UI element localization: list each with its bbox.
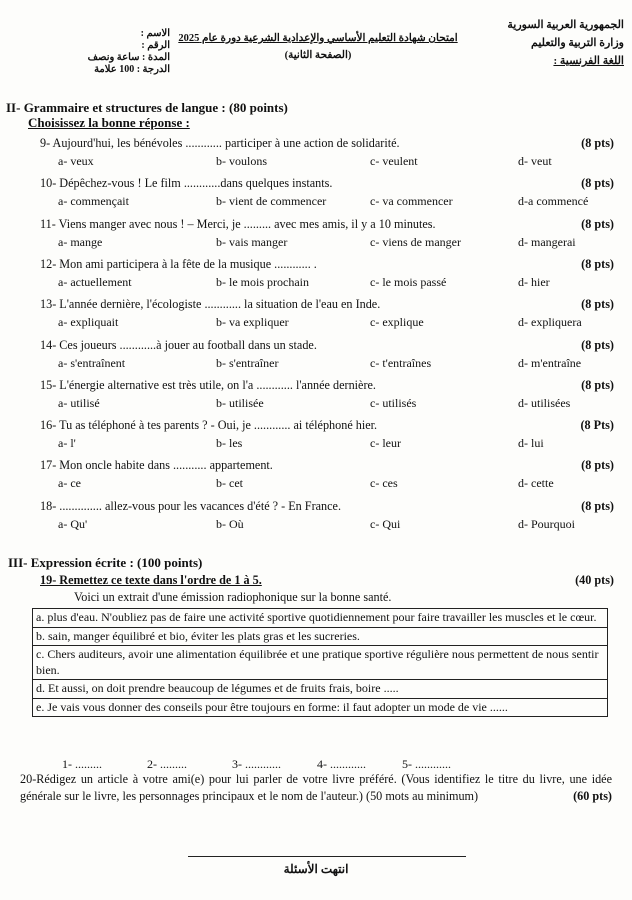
header-exam — [168, 30, 468, 64]
question-text: 15- L'énergie alternative est très utile, on l'a ............ l'année dernière. — [40, 377, 376, 392]
question-13 — [40, 296, 614, 312]
options-row — [58, 475, 626, 491]
option-b[interactable]: b- Où — [216, 516, 244, 531]
question-points: (8 pts) — [581, 216, 614, 231]
q19-answer-slots — [62, 757, 484, 772]
option-c[interactable]: c- veulent — [370, 154, 418, 168]
question-points: (8 pts) — [581, 176, 614, 191]
option-c[interactable]: c- explique — [370, 315, 424, 330]
option-d[interactable]: d- Pourquoi — [518, 516, 575, 531]
option-d[interactable]: d- cette — [518, 476, 554, 491]
q19-item-b: b. sain, manger équilibré et bio, éviter les plats gras et les sucreries. — [33, 628, 607, 647]
question-18 — [40, 498, 614, 514]
q19-item-c: c. Chers auditeurs, avoir une alimentation équilibrée et une pratique sportive régulière nous permettent de nous sentir bien. — [33, 646, 607, 680]
option-d[interactable]: d-a commencé — [518, 194, 589, 209]
question-points: (8 pts) — [581, 297, 614, 312]
option-a[interactable]: a- Qu' — [58, 516, 88, 531]
options-row — [58, 153, 626, 169]
option-b[interactable]: b- cet — [216, 476, 243, 491]
answer-slot-4[interactable]: 4- ............ — [317, 757, 366, 771]
options-row — [58, 234, 626, 250]
option-c[interactable]: c- ces — [370, 476, 398, 491]
option-b[interactable]: b- va expliquer — [216, 315, 289, 330]
question-points: (8 Pts) — [580, 418, 614, 433]
option-b[interactable]: b- s'entraîner — [216, 355, 279, 370]
question-14 — [40, 337, 614, 353]
answer-slot-1[interactable]: 1- ......... — [62, 757, 102, 771]
options-row — [58, 395, 626, 411]
q19-item-d: d. Et aussi, on doit prendre beaucoup de légumes et de fruits frais, boire ..... — [33, 680, 607, 699]
option-a[interactable]: a- s'entraînent — [58, 355, 126, 370]
question-text: 12- Mon ami participera à la fête de la musique ............ . — [40, 256, 317, 271]
option-b[interactable]: b- le mois prochain — [216, 274, 309, 289]
q20-block — [20, 771, 612, 805]
q19-title: 19- Remettez ce texte dans l'ordre de 1 à 5. — [40, 573, 262, 587]
question-15 — [40, 377, 614, 393]
section3-title: III- Expression écrite : (100 points) — [8, 555, 203, 570]
option-a[interactable]: a- commençait — [58, 194, 129, 209]
question-text: 13- L'année dernière, l'écologiste ............ la situation de l'eau en Inde. — [40, 297, 381, 312]
option-d[interactable]: d- m'entraîne — [518, 355, 582, 370]
question-11 — [40, 216, 614, 232]
option-d[interactable]: d- veut — [518, 154, 552, 168]
answer-slot-5[interactable]: 5- ............ — [402, 757, 451, 771]
question-points: (8 pts) — [581, 498, 614, 513]
header-country: الجمهورية العربية السورية — [507, 19, 624, 31]
name-label: الاسم : — [140, 28, 170, 39]
question-9 — [40, 135, 614, 151]
options-row — [58, 314, 626, 330]
question-text: 9- Aujourd'hui, les bénévoles ............ participer à une action de solidarité. — [40, 136, 400, 150]
option-a[interactable]: a- l' — [58, 436, 76, 451]
option-c[interactable]: c- va commencer — [370, 194, 453, 209]
header-subject: اللغة الفرنسية : — [553, 55, 624, 67]
option-c[interactable]: c- le mois passé — [370, 274, 447, 289]
option-d[interactable]: d- hier — [518, 274, 550, 289]
q20-text: 20-Rédigez un article à votre ami(e) pour lui parler de votre livre préféré. (Vous identifiez le titre du livre, une idée générale sur le livre, les personnages principaux et le nom de l'auteur.) (50 mots au minimum) — [20, 772, 612, 803]
question-text: 18- .............. allez-vous pour les vacances d'été ? - En France. — [40, 498, 342, 513]
header-ministry-name: وزارة التربية والتعليم — [531, 37, 624, 49]
header-ministry — [474, 16, 624, 70]
options-row — [58, 193, 626, 209]
option-b[interactable]: b- voulons — [216, 154, 267, 168]
exam-title: امتحان شهادة التعليم الأساسي والإعدادية الشرعية دورة عام 2025 — [178, 33, 458, 44]
option-b[interactable]: b- vient de commencer — [216, 194, 327, 209]
number-label: الرقم : — [141, 40, 170, 51]
q19-heading — [40, 572, 614, 588]
question-points: (8 pts) — [581, 377, 614, 392]
option-b[interactable]: b- vais manger — [216, 234, 288, 249]
question-points: (8 pts) — [581, 458, 614, 473]
option-a[interactable]: a- actuellement — [58, 274, 132, 289]
question-10 — [40, 175, 614, 191]
question-points: (8 pts) — [581, 136, 614, 150]
question-12 — [40, 256, 614, 272]
option-c[interactable]: c- t'entraînes — [370, 355, 432, 370]
option-d[interactable]: d- expliquera — [518, 315, 582, 330]
q19-text-box — [32, 608, 608, 717]
answer-slot-3[interactable]: 3- ............ — [232, 757, 281, 771]
options-row — [58, 274, 626, 290]
q19-item-e: e. Je vais vous donner des conseils pour être toujours en forme: il faut adopter un mode de vie ...... — [36, 699, 508, 714]
option-d[interactable]: d- lui — [518, 436, 544, 451]
question-text: 16- Tu as téléphoné à tes parents ? - Oui, je ............ ai téléphoné hier. — [40, 418, 378, 433]
option-d[interactable]: d- mangerai — [518, 234, 576, 249]
option-c[interactable]: c- Qui — [370, 516, 401, 531]
options-row — [58, 355, 626, 371]
question-points: (8 pts) — [581, 337, 614, 352]
question-text: 14- Ces joueurs ............à jouer au football dans un stade. — [40, 337, 317, 352]
q20-points: (60 pts) — [573, 789, 612, 803]
option-a[interactable]: a- expliquait — [58, 315, 119, 330]
section2-instruction: Choisissez la bonne réponse : — [28, 115, 190, 130]
option-a[interactable]: a- mange — [58, 234, 103, 249]
option-d[interactable]: d- utilisées — [518, 395, 571, 410]
q19-item-a: a. plus d'eau. N'oubliez pas de faire une activité sportive quotidiennement pour faire travailler les muscles et le cœur. — [33, 609, 607, 628]
question-points: (8 pts) — [581, 256, 614, 271]
q19-intro: Voici un extrait d'une émission radiophonique sur la bonne santé. — [74, 590, 392, 604]
options-row — [58, 435, 626, 451]
question-text: 10- Dépêchez-vous ! Le film ............dans quelques instants. — [40, 176, 333, 191]
options-row — [58, 516, 626, 532]
header-student-info — [60, 28, 170, 76]
answer-slot-2[interactable]: 2- ......... — [147, 757, 187, 771]
section2-title: II- Grammaire et structures de langue : (80 points) — [6, 100, 288, 115]
page-indicator: (الصفحة الثانية) — [284, 50, 352, 61]
option-c[interactable]: c- leur — [370, 436, 401, 451]
option-a[interactable]: a- ce — [58, 476, 81, 491]
option-a[interactable]: a- veux — [58, 154, 94, 168]
option-b[interactable]: b- utilisée — [216, 395, 264, 410]
option-a[interactable]: a- utilisé — [58, 395, 100, 410]
duration-label: المدة : ساعة ونصف — [87, 52, 170, 63]
question-text: 11- Viens manger avec nous ! – Merci, je ......... avec mes amis, il y a 10 minutes. — [40, 216, 436, 231]
footer-divider — [188, 856, 466, 857]
grade-label: الدرجة : 100 علامة — [94, 64, 170, 75]
option-c[interactable]: c- viens de manger — [370, 234, 461, 249]
option-c[interactable]: c- utilisés — [370, 395, 417, 410]
question-text: 17- Mon oncle habite dans ........... appartement. — [40, 458, 273, 473]
footer-end-of-questions: انتهت الأسئلة — [283, 862, 349, 876]
q19-points: (40 pts) — [575, 573, 614, 587]
question-17 — [40, 457, 614, 473]
option-b[interactable]: b- les — [216, 436, 243, 451]
question-16 — [40, 417, 614, 433]
